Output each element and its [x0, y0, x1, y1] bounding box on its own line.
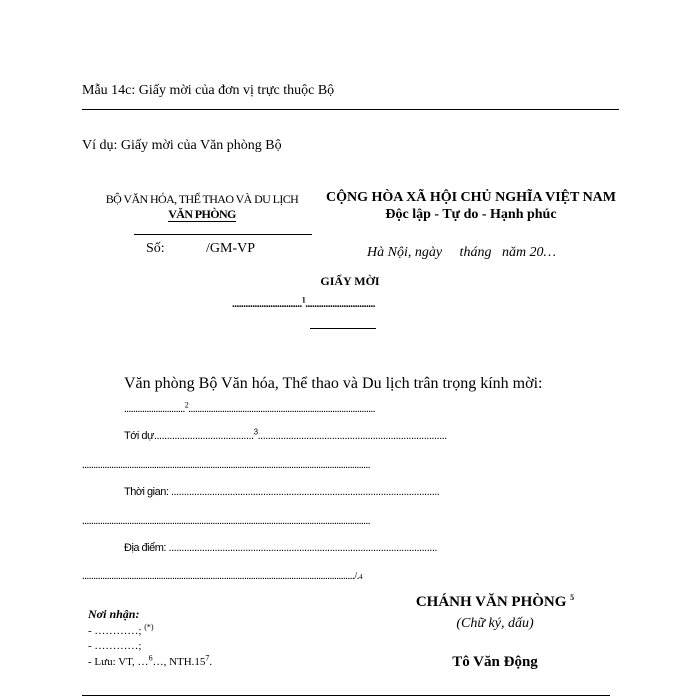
signature-hint: (Chữ ký, dấu): [456, 616, 534, 631]
place-dots: .........................................................................................................: [168, 542, 437, 554]
subject-note: 1: [301, 295, 306, 305]
time-line: [124, 486, 439, 498]
document-type-title: GIẤY MỜI: [320, 274, 380, 288]
subject-left-dots: ...............................: [232, 298, 302, 310]
footer-divider: [82, 695, 610, 696]
archive-note-7: 7: [205, 653, 210, 663]
signer-name: Tô Văn Động: [452, 654, 538, 670]
document-subject: [232, 295, 375, 310]
country-name: CỘNG HÒA XÃ HỘI CHỦ NGHĨA VIỆT NAM: [325, 190, 616, 205]
form-title: Mẫu 14c: Giấy mời của đơn vị trực thuộc Bộ: [82, 83, 335, 98]
time-continuation: ................................................................................................................................: [82, 515, 370, 527]
attend-line: [124, 427, 447, 442]
place-continuation: ........................................................................................................................: [82, 570, 352, 582]
place-date: Hà Nội, ngày tháng năm 20…: [367, 245, 556, 260]
recipient-line-1: [88, 622, 154, 637]
subject-divider: [310, 328, 376, 329]
number-label: Số:: [146, 241, 165, 256]
attend-note: 3: [253, 427, 258, 437]
example-title: Ví dụ: Giấy mời của Văn phòng Bộ: [82, 138, 282, 153]
recipient-1-text: - …………;: [88, 625, 142, 637]
number-suffix: /GM-VP: [206, 241, 256, 256]
invitee-rest-dots: ...................................................................................: [188, 403, 375, 415]
place-note: 4: [359, 573, 363, 581]
unit-name-text: VĂN PHÒNG: [168, 207, 236, 221]
invitee-dots: ...........................: [124, 403, 185, 415]
org-divider: [134, 234, 312, 235]
place-line: [124, 542, 437, 554]
recipients-label: Nơi nhận:: [88, 607, 140, 621]
attend-continuation: ................................................................................................................................: [82, 459, 370, 471]
archive-prefix: - Lưu: VT, …: [88, 656, 149, 668]
unit-name: [92, 207, 312, 222]
place-continuation-line: [82, 570, 362, 582]
header-divider: [82, 109, 619, 110]
recipient-line-2: - …………;: [88, 640, 142, 652]
archive-note-6: 6: [148, 653, 153, 663]
national-motto: Độc lập - Tự do - Hạnh phúc: [385, 207, 557, 222]
place-label: Địa điểm:: [124, 542, 166, 554]
recipient-1-note: (*): [144, 622, 154, 632]
time-label: Thời gian:: [124, 486, 169, 498]
archive-line: [88, 653, 213, 668]
archive-end: .: [209, 656, 213, 668]
attend-rest-dots: ..........................................................................: [257, 430, 447, 442]
place-end: ./.: [352, 570, 360, 582]
attend-dots: .......................................: [153, 430, 254, 442]
subject-right-dots: ...............................: [305, 298, 375, 310]
invitee-line: [124, 400, 375, 415]
invitee-note: 2: [184, 400, 189, 410]
ministry-name: BỘ VĂN HÓA, THỂ THAO VÀ DU LỊCH: [105, 192, 299, 206]
signer-title: [400, 594, 590, 611]
archive-suffix: …, NTH.15: [152, 656, 206, 668]
signer-title-text: CHÁNH VĂN PHÒNG: [415, 594, 567, 610]
attend-label: Tới dự: [124, 430, 154, 442]
time-dots: .........................................................................................................: [170, 486, 440, 498]
signer-title-note: 5: [570, 593, 575, 602]
invitation-intro: Văn phòng Bộ Văn hóa, Thể thao và Du lịch trân trọng kính mời:: [124, 375, 543, 392]
